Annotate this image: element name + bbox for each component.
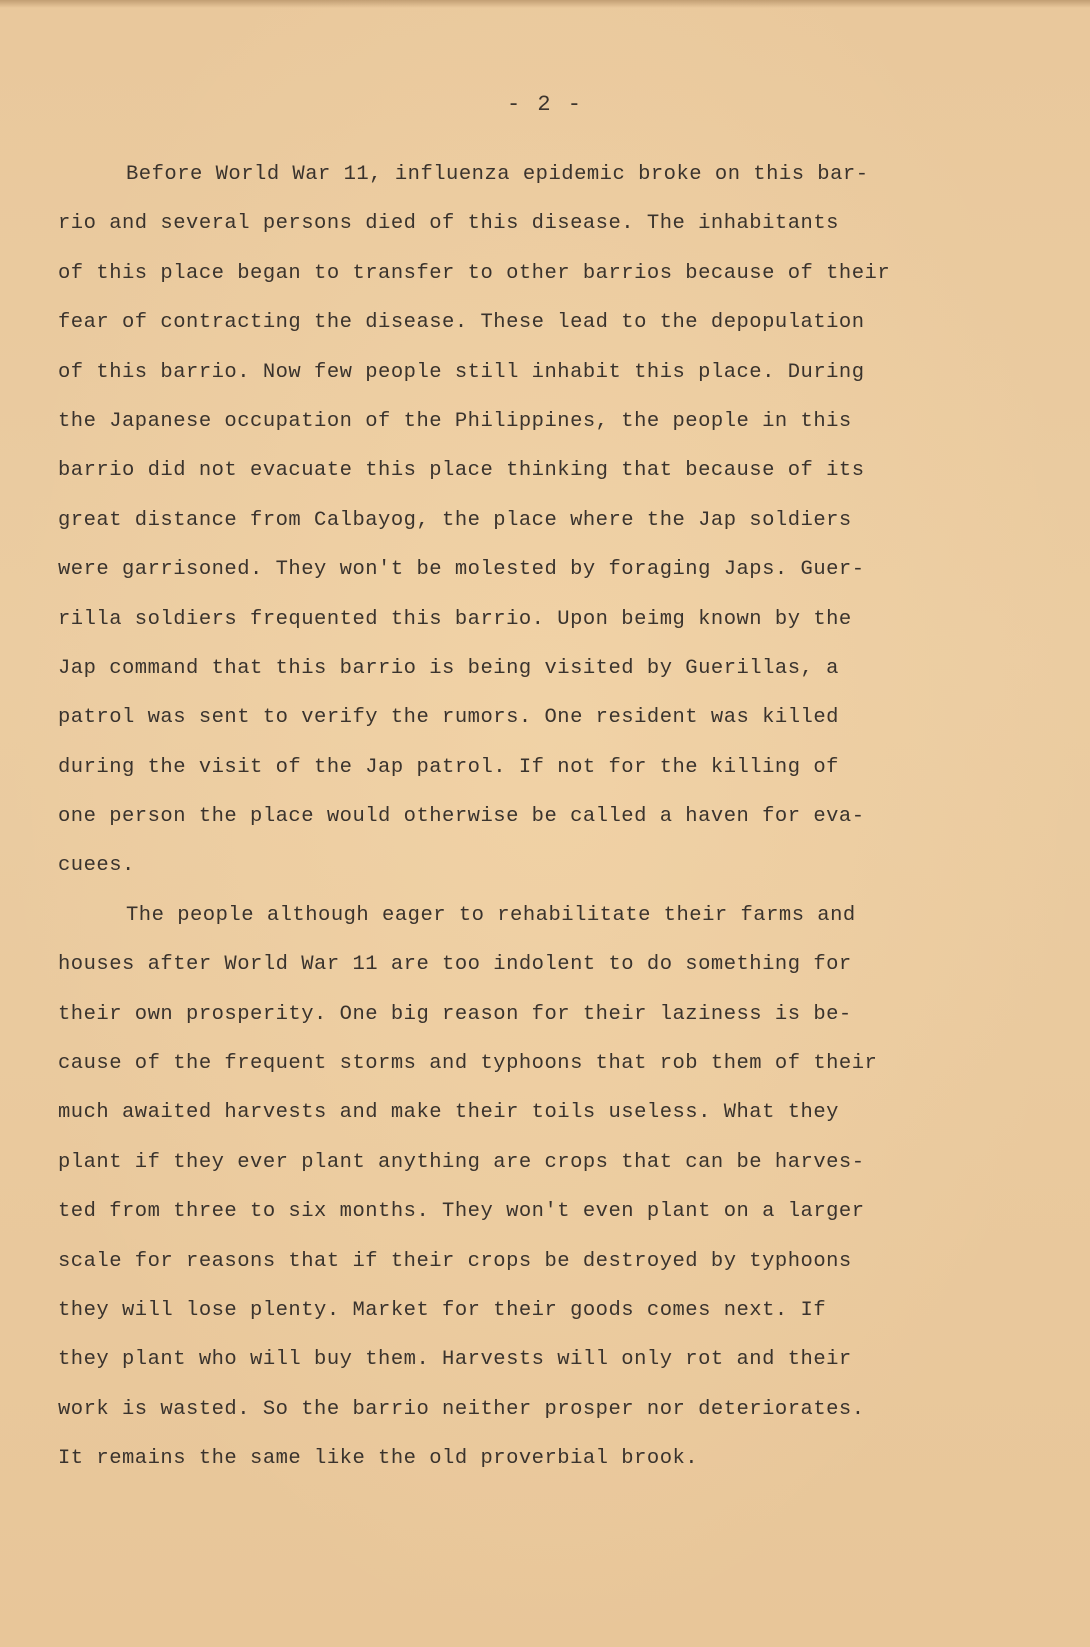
text-line: were garrisoned. They won't be molested by foraging Japs. Guer- xyxy=(58,558,865,582)
text-line: during the visit of the Jap patrol. If not for the killing of xyxy=(58,755,839,779)
text-line: of this place began to transfer to other barrios because of their xyxy=(58,261,891,285)
text-line: cuees. xyxy=(58,854,135,878)
text-line: fear of contracting the disease. These lead to the depopulation xyxy=(58,311,865,335)
text-line: houses after World War 11 are too indolent to do something for xyxy=(58,953,852,977)
text-line: Before World War 11, influenza epidemic broke on this bar- xyxy=(126,163,869,186)
text-line: barrio did not evacuate this place thinking that because of its xyxy=(58,459,865,483)
paragraph-1 xyxy=(58,150,1048,891)
page-number: - 2 - xyxy=(506,92,583,117)
document-body xyxy=(58,150,1048,1484)
text-line: patrol was sent to verify the rumors. One resident was killed xyxy=(58,706,839,730)
text-line: much awaited harvests and make their toils useless. What they xyxy=(58,1101,839,1125)
text-line: It remains the same like the old proverbial brook. xyxy=(58,1447,699,1471)
text-line: they will lose plenty. Market for their goods comes next. If xyxy=(58,1298,827,1322)
text-line: great distance from Calbayog, the place where the Jap soldiers xyxy=(58,508,852,532)
text-line: ted from three to six months. They won't even plant on a larger xyxy=(58,1200,865,1224)
text-line: one person the place would otherwise be called a haven for eva- xyxy=(58,805,865,829)
text-line: The people although eager to rehabilitate their farms and xyxy=(126,903,856,927)
text-line: rilla soldiers frequented this barrio. Upon beimg known by the xyxy=(58,607,852,631)
text-line: of this barrio. Now few people still inhabit this place. During xyxy=(58,360,865,384)
text-line: they plant who will buy them. Harvests will only rot and their xyxy=(58,1348,852,1372)
paragraph-2 xyxy=(58,891,1048,1484)
text-line: work is wasted. So the barrio neither prosper nor deteriorates. xyxy=(58,1397,865,1421)
text-line: rio and several persons died of this disease. The inhabitants xyxy=(58,212,839,236)
paper-edge xyxy=(0,0,1090,8)
text-line: Jap command that this barrio is being visited by Guerillas, a xyxy=(58,656,839,680)
text-line: their own prosperity. One big reason for their laziness is be- xyxy=(58,1002,852,1026)
text-line: the Japanese occupation of the Philippines, the people in this xyxy=(58,409,852,433)
text-line: plant if they ever plant anything are crops that can be harves- xyxy=(58,1150,865,1174)
text-line: cause of the frequent storms and typhoons that rob them of their xyxy=(58,1052,878,1076)
text-line: scale for reasons that if their crops be destroyed by typhoons xyxy=(58,1249,852,1273)
